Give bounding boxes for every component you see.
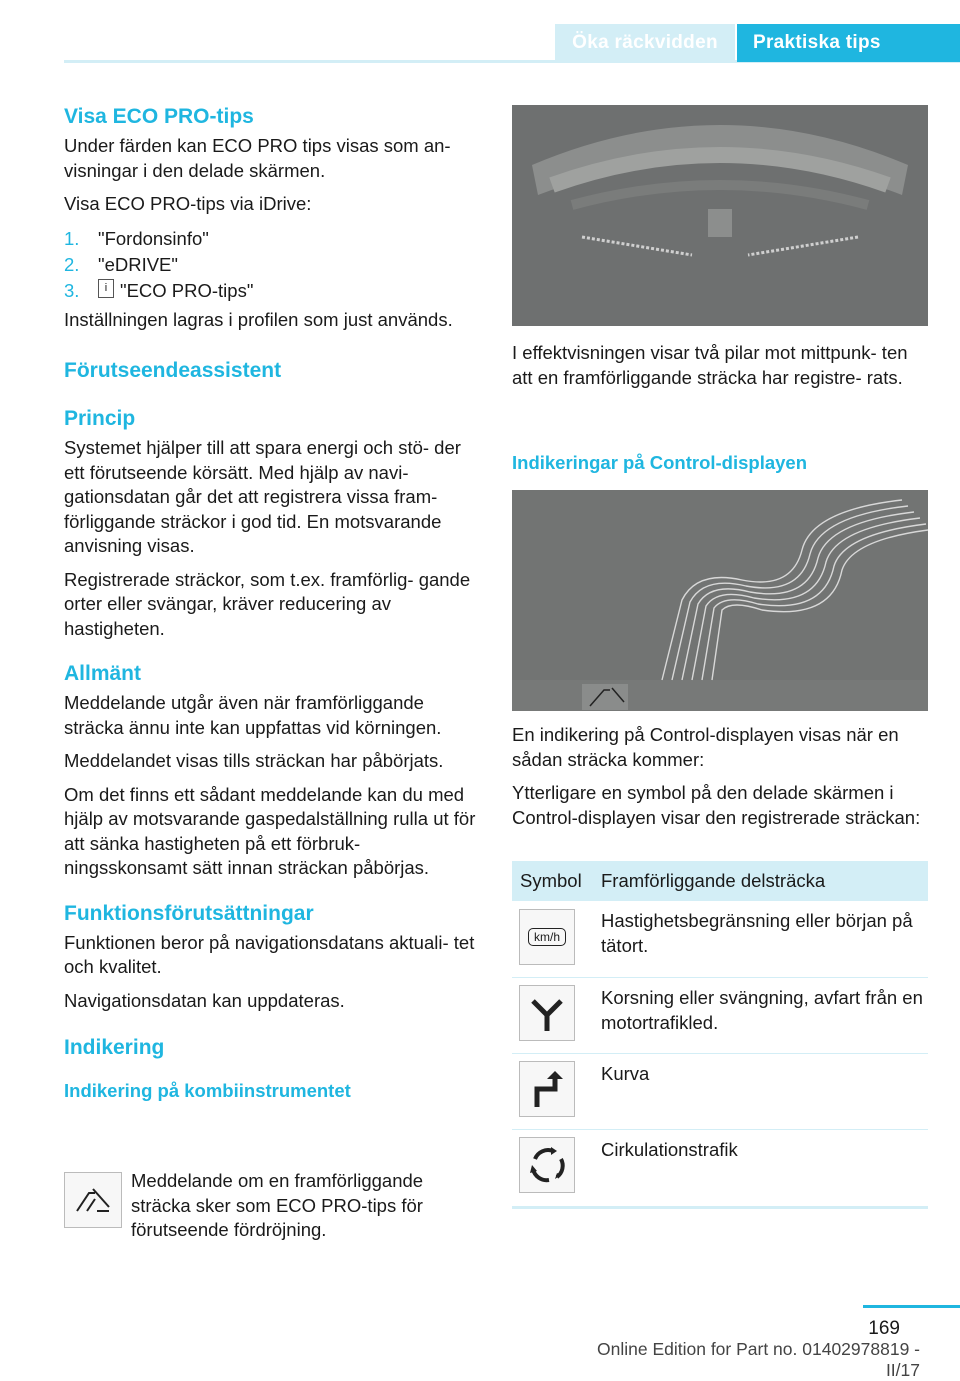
- roundabout-icon: [519, 1137, 575, 1193]
- principle-paragraph-2: Registrerade sträckor, som t.ex. framförlig‐ gande orter eller svängar, kräver reducering av hastigheten.: [64, 568, 471, 639]
- func-paragraph-2: Navigationsdatan kan uppdateras.: [64, 989, 345, 1011]
- effect-caption: I effektvisningen visar två pilar mot mittpunk‐ ten att en framförliggande sträcka har registre‐ rats.: [512, 342, 908, 388]
- eco-paragraph-3: Inställningen lagras i profilen som just används.: [64, 308, 453, 330]
- general-title: Allmänt: [64, 662, 142, 685]
- header-section-tab: Öka räckvidden: [555, 24, 735, 62]
- table-header: [512, 861, 928, 901]
- junction-icon: [519, 985, 575, 1041]
- func-title: Funktionsförutsättningar: [64, 901, 314, 925]
- edition-note: Online Edition for Part no. 01402978819 - II/17: [597, 1339, 920, 1380]
- info-icon: i: [98, 279, 114, 298]
- list-item: [64, 279, 482, 305]
- table-cell-text: Korsning eller svängning, avfart från en motortrafikled.: [601, 987, 923, 1033]
- step-text: "Fordonsinfo": [98, 227, 209, 249]
- table-end-rule: [512, 1206, 928, 1209]
- speed-limit-kmh-icon: [519, 909, 575, 965]
- indication-subtitle: Indikering på kombiinstrumentet: [64, 1080, 351, 1101]
- footer-rule: [863, 1305, 960, 1308]
- indication-title: Indikering: [64, 1036, 165, 1059]
- table-row: [512, 978, 928, 1053]
- step-text: "ECO PRO-tips": [120, 279, 254, 301]
- general-paragraph-2: Meddelandet visas tills sträckan har påbörjats.: [64, 750, 444, 771]
- step-number: 1.: [64, 227, 80, 249]
- general-paragraph-3: Om det finns ett sådant meddelande kan du med hjälp av motsvarande gaspedalställning rulla ut för att sänka hastigheten på ett förbruk‐ ningsskonsamt sätt innan sträckan påbörjas.: [64, 783, 476, 878]
- step-number: 2.: [64, 253, 80, 275]
- left-column: [64, 104, 482, 1109]
- cd-paragraph-2: Ytterligare en symbol på den delade skärmen i Control-displayen visar den registrerade sträckan:: [512, 782, 921, 828]
- cd-paragraph-1: En indikering på Control-displayen visas när en sådan sträcka kommer:: [512, 724, 899, 770]
- general-paragraph-1: Meddelande utgår även när framförliggande sträcka ännu inte kan uppfattas vid körningen.: [64, 692, 442, 738]
- header-chapter-tab: Praktiska tips: [737, 24, 960, 62]
- table-row: [512, 901, 928, 977]
- eco-paragraph-1: Under färden kan ECO PRO tips visas som an‐ visningar i den delade skärmen.: [64, 135, 451, 181]
- table-row: [512, 1130, 928, 1206]
- eco-paragraph-2: Visa ECO PRO-tips via iDrive:: [64, 193, 312, 214]
- func-paragraph-1: Funktionen beror på navigationsdatans aktuali‐ tet och kvalitet.: [64, 931, 475, 977]
- eco-title: Visa ECO PRO-tips: [64, 105, 254, 128]
- control-display-image: [512, 490, 928, 711]
- control-display-text: [512, 723, 928, 839]
- list-item: [64, 227, 482, 253]
- effect-display-image: [512, 105, 928, 326]
- assist-title: Förutseendeassistent: [64, 359, 282, 382]
- road-ahead-warning-icon: [64, 1172, 122, 1228]
- principle-paragraph-1: Systemet hjälper till att spara energi och stö‐ der ett förutseende körsätt. Med hjälp av navi‐ gationsdatan går det att registrera vissa fram‐ förliggande sträckor i god tid. En motsvarande anvisning visas.: [64, 437, 461, 556]
- eco-steps-list: [64, 227, 482, 305]
- table-cell-text: Kurva: [601, 1063, 650, 1084]
- table-cell-text: Cirkulationstrafik: [601, 1139, 738, 1160]
- kmh-icon-label: km/h: [528, 928, 566, 946]
- step-text: "eDRIVE": [98, 253, 178, 275]
- indication-paragraph: Meddelande om en framförliggande sträcka sker som ECO PRO-tips för förutseende fördröjning.: [131, 1170, 424, 1240]
- page-number: 169: [868, 1318, 900, 1339]
- table-row: [512, 1054, 928, 1129]
- principle-title: Princip: [64, 407, 136, 430]
- table-header-symbol: Symbol: [520, 870, 582, 891]
- step-number: 3.: [64, 279, 80, 301]
- control-display-title: Indikeringar på Control-displayen: [512, 452, 808, 473]
- table-cell-text: Hastighetsbegränsning eller början på tätort.: [601, 910, 913, 956]
- list-item: [64, 253, 482, 279]
- table-header-section: Framförliggande delsträcka: [601, 870, 826, 891]
- curve-icon: [519, 1061, 575, 1117]
